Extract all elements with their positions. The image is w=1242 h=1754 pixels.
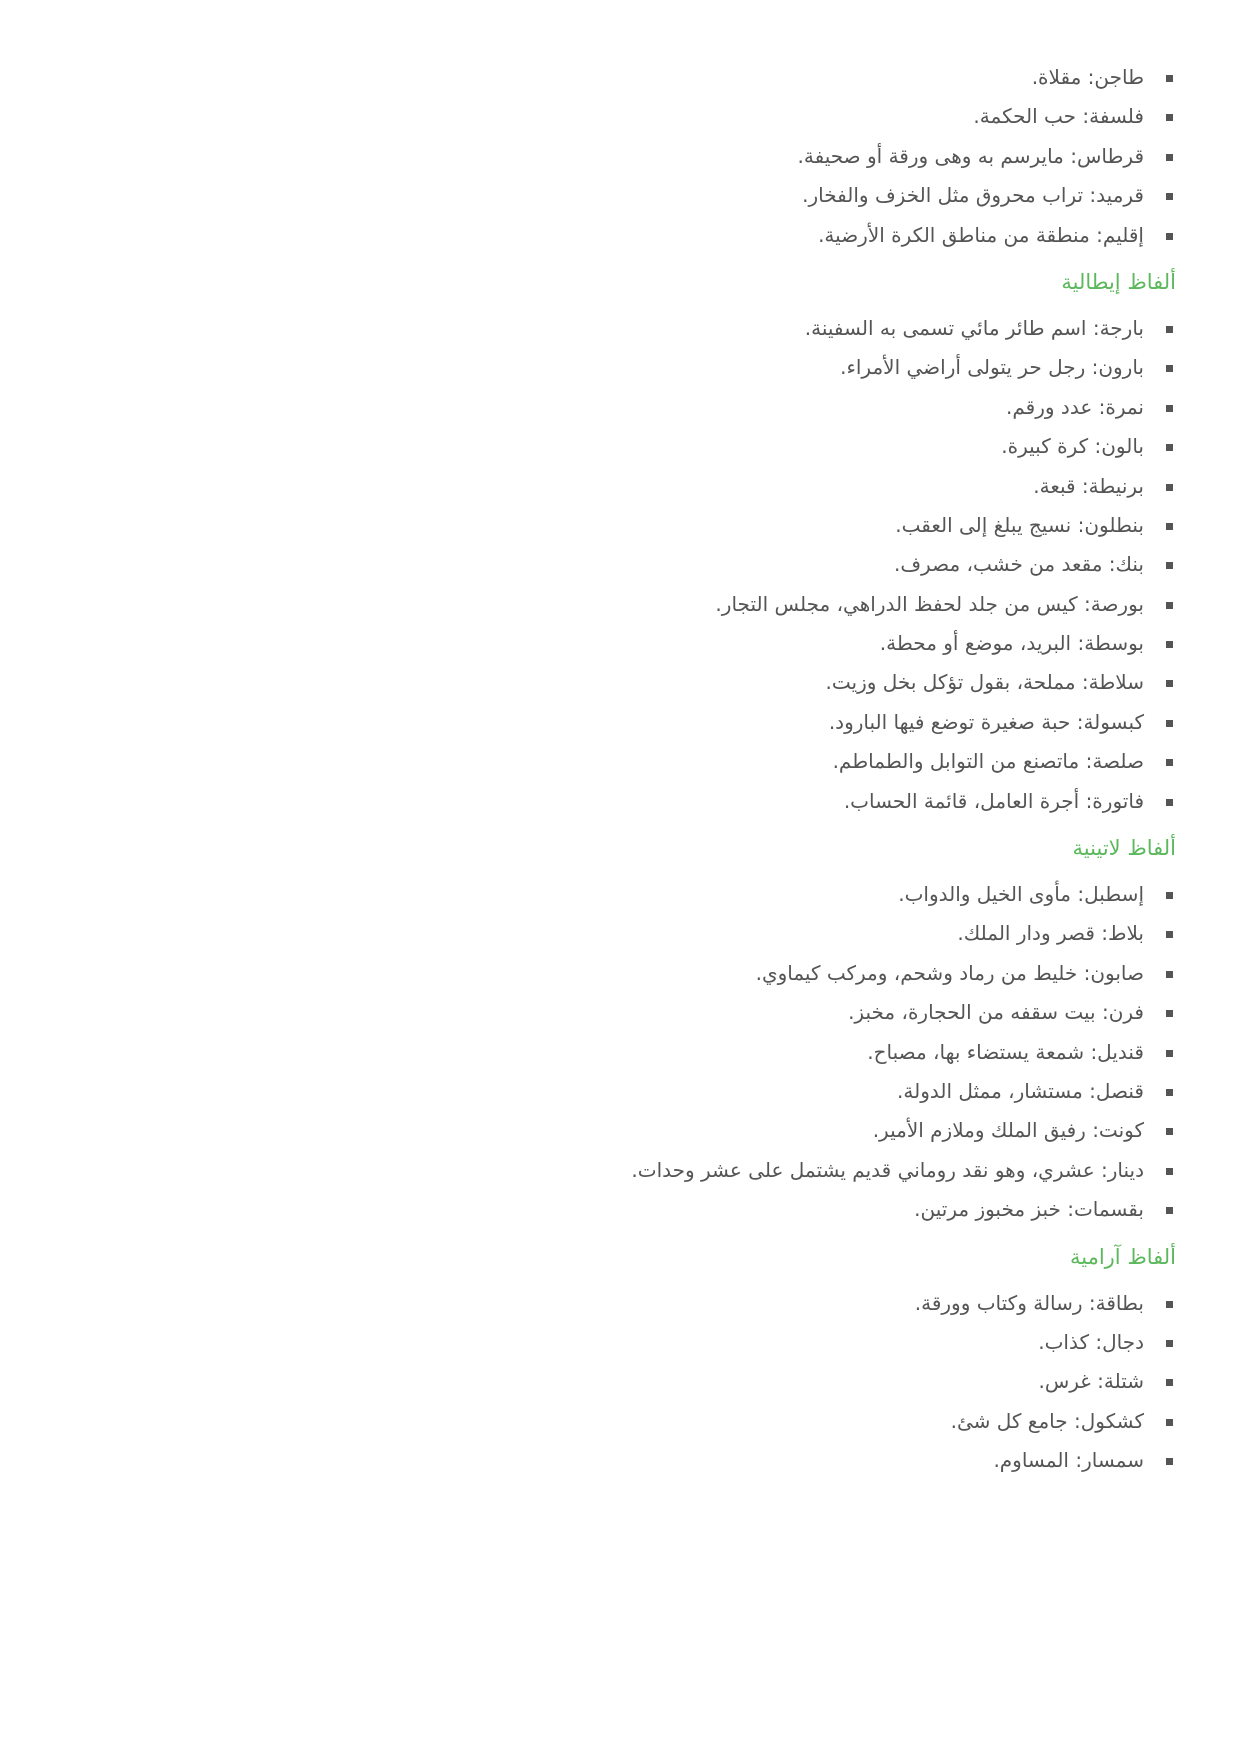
glossary-entry: سمسار: المساوم. bbox=[993, 1448, 1144, 1473]
list-item bbox=[66, 1111, 1176, 1150]
square-bullet-icon bbox=[1166, 799, 1173, 806]
square-bullet-icon bbox=[1166, 680, 1173, 687]
list-item bbox=[66, 309, 1176, 348]
square-bullet-icon bbox=[1166, 562, 1173, 569]
list-item bbox=[66, 875, 1176, 914]
glossary-entry: إسطبل: مأوى الخيل والدواب. bbox=[898, 882, 1144, 907]
glossary-entry: قرطاس: مايرسم به وهى ورقة أو صحيفة. bbox=[797, 143, 1144, 168]
square-bullet-icon bbox=[1166, 720, 1173, 727]
list-item bbox=[66, 348, 1176, 387]
list-item bbox=[66, 1284, 1176, 1323]
list-item bbox=[66, 97, 1176, 136]
glossary-entry: نمرة: عدد ورقم. bbox=[1006, 394, 1144, 419]
list-item bbox=[66, 427, 1176, 466]
glossary-entry: بقسمات: خبز مخبوز مرتين. bbox=[914, 1197, 1144, 1222]
glossary-entry: بطاقة: رسالة وكتاب وورقة. bbox=[914, 1290, 1144, 1315]
section-heading-aramaic: ألفاظ آرامية bbox=[1069, 1244, 1176, 1269]
square-bullet-icon bbox=[1166, 759, 1173, 766]
glossary-entry: كبسولة: حبة صغيرة توضع فيها البارود. bbox=[828, 709, 1144, 734]
list-item bbox=[66, 624, 1176, 663]
glossary-entry: فرن: بيت سقفه من الحجارة، مخبز. bbox=[848, 1000, 1144, 1025]
list-item bbox=[66, 506, 1176, 545]
list-item bbox=[66, 1362, 1176, 1401]
glossary-entry: فلسفة: حب الحكمة. bbox=[973, 104, 1144, 129]
glossary-entry: قرميد: تراب محروق مثل الخزف والفخار. bbox=[802, 183, 1144, 208]
list-item bbox=[66, 176, 1176, 215]
square-bullet-icon bbox=[1166, 405, 1173, 412]
square-bullet-icon bbox=[1166, 326, 1173, 333]
list-item bbox=[66, 1072, 1176, 1111]
square-bullet-icon bbox=[1166, 1128, 1173, 1135]
square-bullet-icon bbox=[1166, 523, 1173, 530]
glossary-entry: دينار: عشري، وهو نقد روماني قديم يشتمل على عشر وحدات. bbox=[631, 1157, 1144, 1182]
document-page bbox=[66, 58, 1176, 1481]
list-item bbox=[66, 1151, 1176, 1190]
list-item bbox=[66, 993, 1176, 1032]
glossary-entry: شتلة: غرس. bbox=[1038, 1369, 1144, 1394]
glossary-entry: بلاط: قصر ودار الملك. bbox=[957, 921, 1144, 946]
list-item bbox=[66, 954, 1176, 993]
square-bullet-icon bbox=[1166, 444, 1173, 451]
square-bullet-icon bbox=[1166, 1010, 1173, 1017]
glossary-list-latin bbox=[66, 875, 1176, 1230]
square-bullet-icon bbox=[1166, 1168, 1173, 1175]
glossary-entry: فاتورة: أجرة العامل، قائمة الحساب. bbox=[843, 788, 1144, 813]
square-bullet-icon bbox=[1166, 365, 1173, 372]
list-item bbox=[66, 742, 1176, 781]
list-item bbox=[66, 467, 1176, 506]
list-item bbox=[66, 663, 1176, 702]
square-bullet-icon bbox=[1166, 1340, 1173, 1347]
glossary-entry: بوسطة: البريد، موضع أو محطة. bbox=[879, 631, 1144, 656]
list-item bbox=[66, 388, 1176, 427]
glossary-entry: بنطلون: نسيج يبلغ إلى العقب. bbox=[895, 512, 1144, 537]
glossary-list-italian bbox=[66, 309, 1176, 821]
square-bullet-icon bbox=[1166, 971, 1173, 978]
square-bullet-icon bbox=[1166, 602, 1173, 609]
glossary-entry: كشكول: جامع كل شئ. bbox=[950, 1408, 1144, 1433]
list-item bbox=[66, 703, 1176, 742]
glossary-entry: كونت: رفيق الملك وملازم الأمير. bbox=[872, 1118, 1144, 1143]
square-bullet-icon bbox=[1166, 114, 1173, 121]
glossary-entry: بورصة: كيس من جلد لحفظ الدراهي، مجلس التجار. bbox=[715, 591, 1144, 616]
glossary-entry: قنديل: شمعة يستضاء بها، مصباح. bbox=[867, 1039, 1144, 1064]
glossary-list-aramaic bbox=[66, 1284, 1176, 1481]
section-heading-latin: ألفاظ لاتينية bbox=[1072, 836, 1176, 861]
list-item bbox=[66, 1323, 1176, 1362]
list-item bbox=[66, 914, 1176, 953]
square-bullet-icon bbox=[1166, 193, 1173, 200]
glossary-entry: سلاطة: مملحة، بقول تؤكل بخل وزيت. bbox=[825, 670, 1144, 695]
square-bullet-icon bbox=[1166, 892, 1173, 899]
glossary-entry: صلصة: ماتصنع من التوابل والطماطم. bbox=[832, 749, 1144, 774]
list-item bbox=[66, 1441, 1176, 1480]
square-bullet-icon bbox=[1166, 1379, 1173, 1386]
glossary-entry: دجال: كذاب. bbox=[1038, 1329, 1144, 1354]
square-bullet-icon bbox=[1166, 154, 1173, 161]
glossary-entry: برنيطة: قبعة. bbox=[1033, 473, 1144, 498]
list-item bbox=[66, 1190, 1176, 1229]
glossary-entry: إقليم: منطقة من مناطق الكرة الأرضية. bbox=[818, 222, 1144, 247]
glossary-entry: بالون: كرة كبيرة. bbox=[1001, 434, 1144, 459]
square-bullet-icon bbox=[1166, 1207, 1173, 1214]
glossary-entry: بارجة: اسم طائر مائي تسمى به السفينة. bbox=[804, 315, 1144, 340]
list-item bbox=[66, 545, 1176, 584]
glossary-entry: قنصل: مستشار، ممثل الدولة. bbox=[897, 1078, 1144, 1103]
glossary-entry: بارون: رجل حر يتولى أراضي الأمراء. bbox=[840, 355, 1144, 380]
square-bullet-icon bbox=[1166, 1301, 1173, 1308]
list-item bbox=[66, 58, 1176, 97]
section-heading-italian: ألفاظ إيطالية bbox=[1061, 269, 1176, 294]
list-item bbox=[66, 137, 1176, 176]
glossary-list-unlabeled bbox=[66, 58, 1176, 255]
list-item bbox=[66, 585, 1176, 624]
list-item bbox=[66, 782, 1176, 821]
glossary-entry: بنك: مقعد من خشب، مصرف. bbox=[893, 552, 1144, 577]
square-bullet-icon bbox=[1166, 75, 1173, 82]
square-bullet-icon bbox=[1166, 641, 1173, 648]
list-item bbox=[66, 1402, 1176, 1441]
square-bullet-icon bbox=[1166, 1089, 1173, 1096]
square-bullet-icon bbox=[1166, 1050, 1173, 1057]
list-item bbox=[66, 216, 1176, 255]
glossary-entry: صابون: خليط من رماد وشحم، ومركب كيماوي. bbox=[755, 960, 1144, 985]
glossary-entry: طاجن: مقلاة. bbox=[1031, 65, 1144, 89]
square-bullet-icon bbox=[1166, 1458, 1173, 1465]
square-bullet-icon bbox=[1166, 931, 1173, 938]
square-bullet-icon bbox=[1166, 1419, 1173, 1426]
square-bullet-icon bbox=[1166, 484, 1173, 491]
square-bullet-icon bbox=[1166, 233, 1173, 240]
list-item bbox=[66, 1033, 1176, 1072]
